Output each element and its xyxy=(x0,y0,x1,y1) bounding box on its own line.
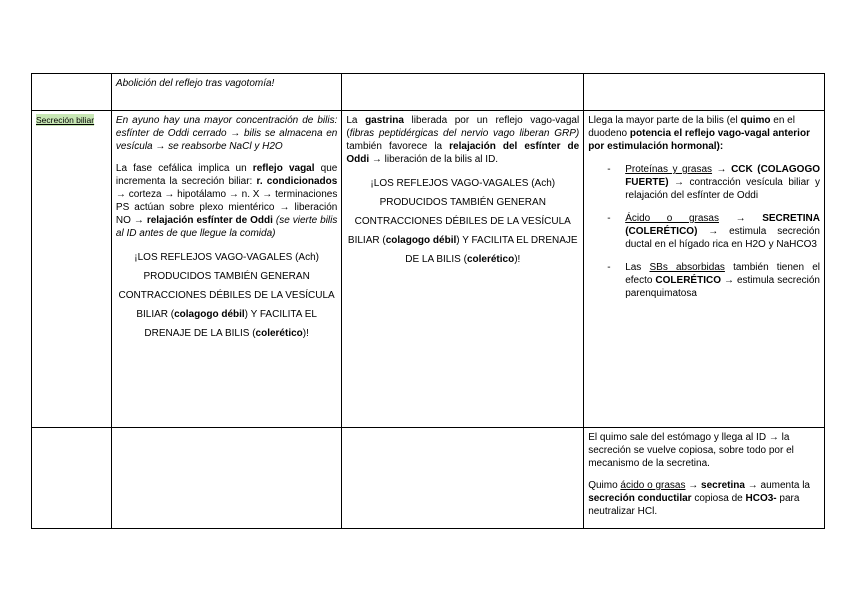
fase-cefalica-paragraph: La fase cefálica implica un reflejo vagal que incrementa la secreción biliar: r. condicionados → corteza → hipotálamo → n. X → terminaciones PS actúan sobre plexo mientérico → liberación NO → relajación esfínter de Oddi (se vierte bilis al ID antes de que llegue la comida) xyxy=(115,163,338,239)
row1-gastrica-cell xyxy=(342,74,584,111)
row1-label-cell xyxy=(32,74,112,111)
reflejos-note-gastrica: ¡LOS REFLEJOS VAGO-VAGALES (Ach) PRODUCIDOS TAMBIÉN GENERAN CONTRACCIONES DÉBILES DE LA VESÍCULA BILIAR (colagogo débil) Y FACILITA EL DRENAJE DE LA BILIS (colerético)! xyxy=(347,178,578,265)
hormone-list xyxy=(588,163,820,300)
quimo-paragraph: El quimo sale del estómago y llega al ID → la secreción se vuelve copiosa, sobre todo por el mecanismo de la secretina. xyxy=(588,432,794,469)
notes-table xyxy=(31,73,825,529)
vagotomy-note: Abolición del reflejo tras vagotomía! xyxy=(115,78,275,89)
intestinal-cell xyxy=(584,111,825,428)
gastrina-paragraph: La gastrina liberada por un reflejo vago-vagal (fibras peptidérgicas del nervio vago liberan GRP) también favorece la relajación del esfínter de Oddi → liberación de la bilis al ID. xyxy=(346,115,580,165)
gastrica-cell xyxy=(342,111,584,428)
row3-intestinal-cell xyxy=(584,428,825,529)
row1-cefalica-cell xyxy=(111,74,341,111)
row2-label-cell xyxy=(32,111,112,428)
list-item: - Las SBs absorbidas también tienen el efecto COLERÉTICO → estimula secreción parenquimatosa xyxy=(625,261,820,300)
table-row xyxy=(32,428,825,529)
reflejos-note-cefalica: ¡LOS REFLEJOS VAGO-VAGALES (Ach) PRODUCIDOS TAMBIÉN GENERAN CONTRACCIONES DÉBILES DE LA VESÍCULA BILIAR (colagogo débil) Y FACILITA EL DRENAJE DE LA BILIS (colerético)! xyxy=(118,252,335,339)
intestinal-intro: Llega la mayor parte de la bilis (el quimo en el duodeno potencia el reflejo vago-vagal anterior por estimulación hormonal): xyxy=(588,115,810,152)
row3-label-cell xyxy=(32,428,112,529)
row3-gastrica-cell xyxy=(342,428,584,529)
section-label-secrecion-biliar: Secreción biliar xyxy=(36,115,95,125)
list-item: - Ácido o grasas → SECRETINA (COLERÉTICO) → estimula secreción ductal en el hígado rica en H2O y NaHCO3 xyxy=(625,212,820,251)
table-row xyxy=(32,111,825,428)
table-row xyxy=(32,74,825,111)
row1-intestinal-cell xyxy=(584,74,825,111)
row3-cefalica-cell xyxy=(111,428,341,529)
secretina-paragraph: Quimo ácido o grasas → secretina → aumenta la secreción conductilar copiosa de HCO3- para neutralizar HCl. xyxy=(588,480,810,517)
ayuno-paragraph: En ayuno hay una mayor concentración de bilis: esfínter de Oddi cerrado → bilis se almacena en vesícula → se reabsorbe NaCl y H2O xyxy=(115,115,338,152)
list-item: - Proteínas y grasas → CCK (COLAGOGO FUERTE) → contracción vesícula biliar y relajación del esfínter de Oddi xyxy=(625,163,820,202)
cefalica-cell xyxy=(111,111,341,428)
